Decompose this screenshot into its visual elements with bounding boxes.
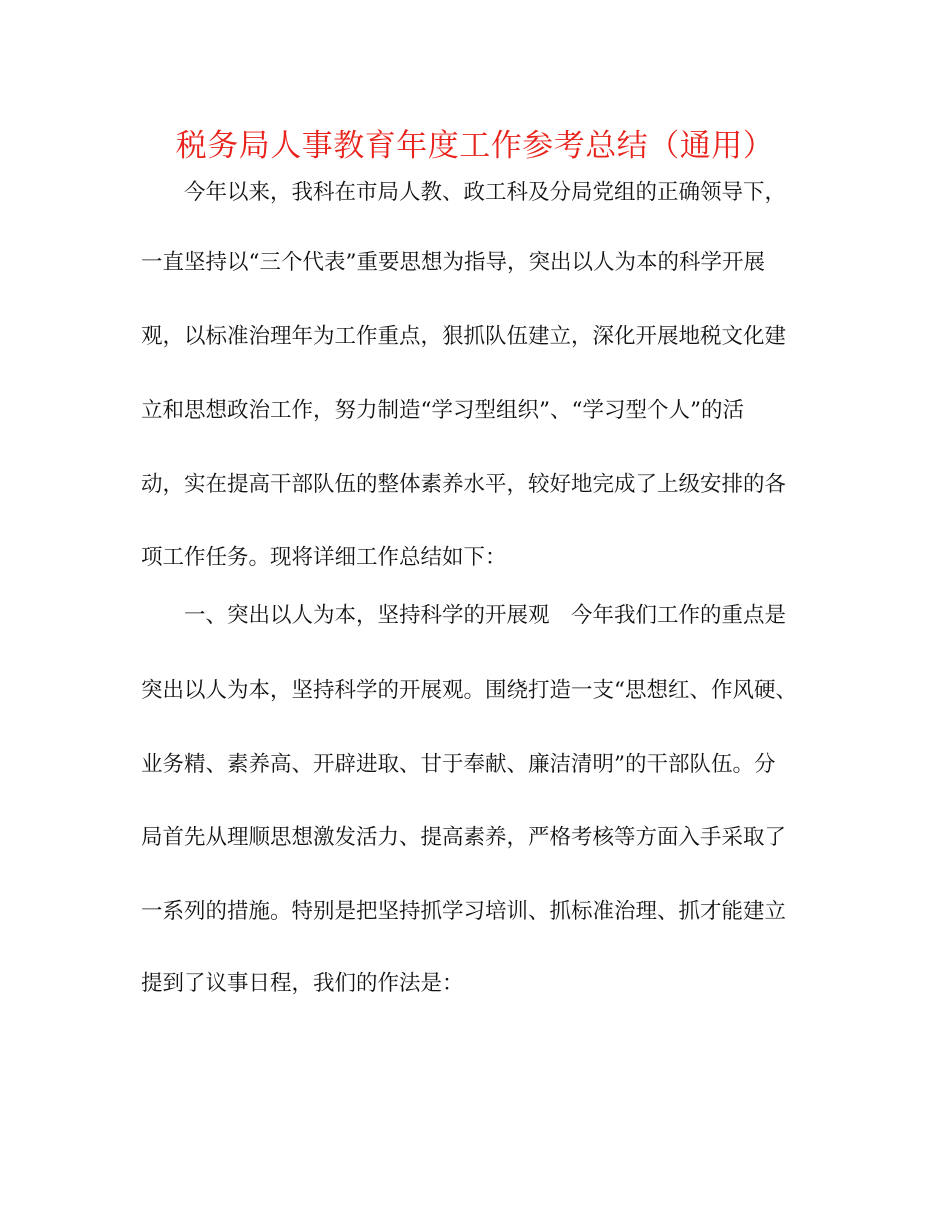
paragraph-line: 一直坚持以“三个代表”重要思想为指导，突出以人为本的科学开展 <box>141 250 765 275</box>
paragraph-line: 项工作任务。现将详细工作总结如下： <box>141 545 507 570</box>
paragraph-line: 一系列的措施。特别是把坚持抓学习培训、抓标准治理、抓才能建立 <box>141 899 787 924</box>
paragraph-line: 业务精、素养高、开辟进取、甘于奉献、廉洁清明”的干部队伍。分 <box>141 752 776 777</box>
paragraph-line: 今年以来，我科在市局人教、政工科及分局党组的正确领导下， <box>184 180 787 205</box>
document-title: 税务局人事教育年度工作参考总结（通用） <box>175 128 775 164</box>
paragraph-line: 局首先从理顺思想激发活力、提高素养，严格考核等方面入手采取了 <box>141 825 787 850</box>
paragraph-line: 观，以标准治理年为工作重点，狠抓队伍建立，深化开展地税文化建 <box>141 324 787 349</box>
paragraph-line: 一、突出以人为本，坚持科学的开展观 今年我们工作的重点是 <box>184 603 787 628</box>
paragraph-line: 立和思想政治工作，努力制造“学习型组织”、“学习型个人”的活 <box>141 398 744 423</box>
paragraph-line: 提到了议事日程，我们的作法是： <box>141 971 464 996</box>
paragraph-line: 动，实在提高干部队伍的整体素养水平，较好地完成了上级安排的各 <box>141 472 787 497</box>
paragraph-line: 突出以人为本，坚持科学的开展观。围绕打造一支“思想红、作风硬、 <box>141 678 797 703</box>
